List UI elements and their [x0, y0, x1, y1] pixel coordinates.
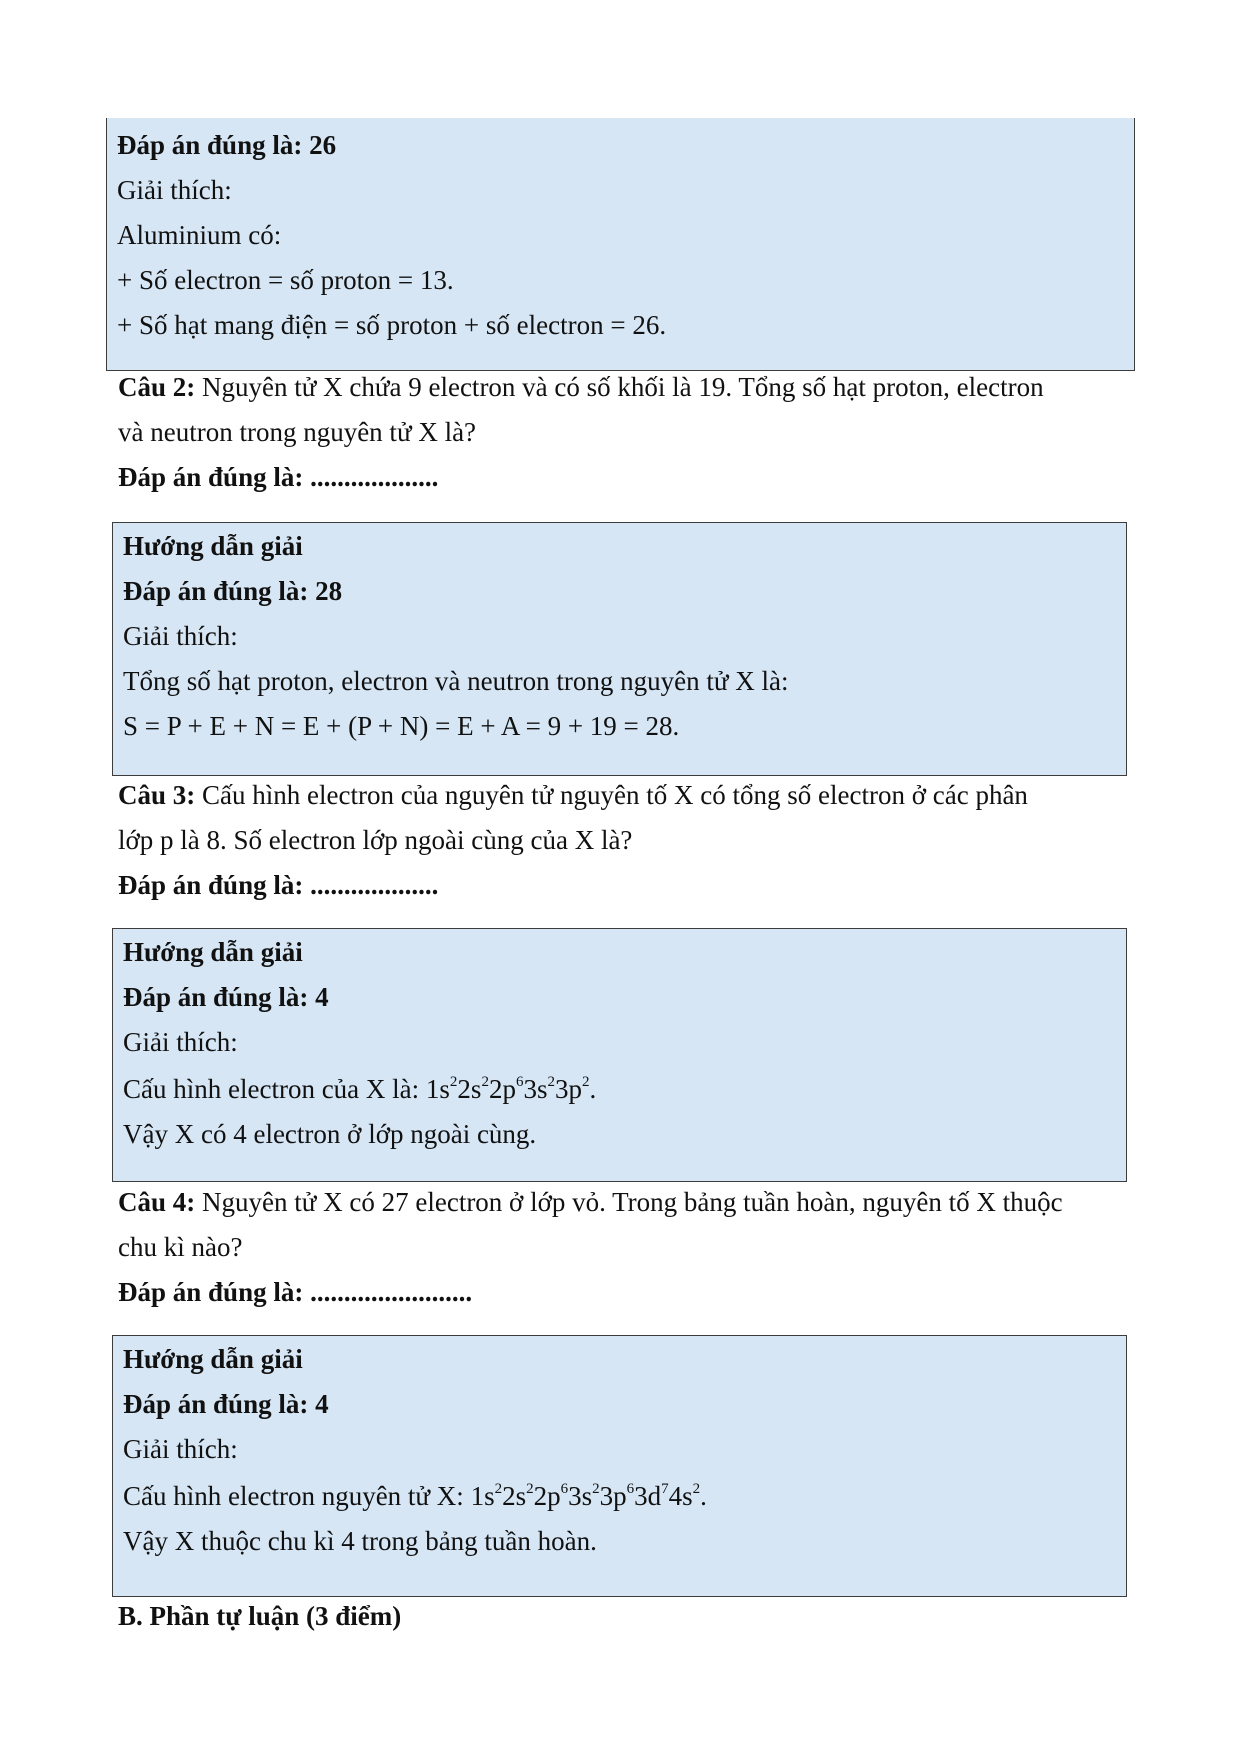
solution-box-q1: [106, 118, 1135, 371]
question-4-cont: chu kì nào?: [118, 1232, 243, 1262]
orbital: 3d: [634, 1481, 662, 1511]
answer-blank: Đáp án đúng là: ...................: [118, 870, 439, 900]
solution-box-q2: [112, 522, 1127, 776]
solution-heading: Hướng dẫn giải: [123, 1344, 303, 1374]
orbital-electron-count: 2: [581, 1074, 590, 1090]
solution-heading: Hướng dẫn giải: [123, 937, 303, 967]
correct-answer: Đáp án đúng là: 4: [123, 1389, 329, 1419]
explain-label: Giải thích:: [123, 1434, 238, 1464]
question-text: Nguyên tử X có 27 electron ở lớp vỏ. Trong bảng tuần hoàn, nguyên tố X thuộc: [195, 1187, 1063, 1217]
orbital-electron-count: 2: [526, 1481, 534, 1497]
question-4: [118, 1177, 1063, 1227]
orbital-electron-count: 2: [692, 1481, 701, 1497]
explain-line: + Số hạt mang điện = số proton + số electron = 26.: [117, 310, 667, 340]
explain-label: Giải thích:: [123, 621, 238, 651]
config-prefix: Cấu hình electron nguyên tử X:: [123, 1481, 471, 1511]
explain-line: Aluminium có:: [117, 220, 282, 250]
question-2-cont: và neutron trong nguyên tử X là?: [118, 417, 477, 447]
solution-box-q3: [112, 928, 1127, 1182]
conclusion: Vậy X thuộc chu kì 4 trong bảng tuần hoàn.: [123, 1526, 597, 1556]
correct-answer: Đáp án đúng là: 4: [123, 982, 329, 1012]
electron-config: [471, 1481, 701, 1511]
orbital: 3p: [599, 1481, 627, 1511]
section-heading-b: B. Phần tự luận (3 điểm): [118, 1601, 402, 1631]
question-3-cont: lớp p là 8. Số electron lớp ngoài cùng của X là?: [118, 825, 633, 855]
orbital-electron-count: 2: [547, 1074, 555, 1090]
question-text: Nguyên tử X chứa 9 electron và có số khối là 19. Tổng số hạt proton, electron: [195, 372, 1044, 402]
orbital: 2p: [533, 1481, 561, 1511]
question-label: Câu 3:: [118, 780, 196, 810]
explain-line: Tổng số hạt proton, electron và neutron trong nguyên tử X là:: [123, 666, 789, 696]
orbital: 2s: [502, 1481, 527, 1511]
orbital-electron-count: 6: [626, 1481, 635, 1497]
question-2: [118, 362, 1044, 412]
config-suffix: .: [589, 1074, 597, 1104]
answer-blank: Đáp án đúng là: ...................: [118, 462, 439, 492]
explain-label: Giải thích:: [117, 175, 232, 205]
correct-answer: Đáp án đúng là: 28: [123, 576, 343, 606]
config-suffix: .: [700, 1481, 707, 1511]
orbital-electron-count: 2: [481, 1074, 489, 1090]
orbital: 2s: [457, 1074, 482, 1104]
orbital: 3p: [554, 1074, 582, 1104]
orbital: 4s: [668, 1481, 693, 1511]
orbital-electron-count: 6: [515, 1074, 524, 1090]
electron-config: [426, 1074, 590, 1104]
explain-label: Giải thích:: [123, 1027, 238, 1057]
answer-blank: Đáp án đúng là: ........................: [118, 1277, 473, 1307]
orbital-electron-count: 2: [494, 1481, 503, 1497]
question-label: Câu 2:: [118, 372, 196, 402]
correct-answer: Đáp án đúng là: 26: [117, 130, 337, 160]
question-label: Câu 4:: [118, 1187, 196, 1217]
explain-line: S = P + E + N = E + (P + N) = E + A = 9 + 19 = 28.: [123, 711, 680, 741]
config-prefix: Cấu hình electron của X là:: [123, 1074, 426, 1104]
orbital: 2p: [488, 1074, 516, 1104]
orbital: 3s: [523, 1074, 548, 1104]
electron-config-line: [123, 1471, 707, 1521]
conclusion: Vậy X có 4 electron ở lớp ngoài cùng.: [123, 1119, 537, 1149]
electron-config-line: [123, 1064, 596, 1114]
orbital-electron-count: 2: [449, 1074, 458, 1090]
question-text: Cấu hình electron của nguyên tử nguyên tố X có tổng số electron ở các phân: [195, 780, 1028, 810]
solution-box-q4: [112, 1335, 1127, 1597]
orbital-electron-count: 7: [661, 1481, 669, 1497]
orbital-electron-count: 6: [560, 1481, 569, 1497]
orbital: 3s: [568, 1481, 593, 1511]
question-3: [118, 770, 1028, 820]
orbital: 1s: [470, 1481, 495, 1511]
orbital-electron-count: 2: [592, 1481, 600, 1497]
explain-line: + Số electron = số proton = 13.: [117, 265, 454, 295]
solution-heading: Hướng dẫn giải: [123, 531, 303, 561]
orbital: 1s: [425, 1074, 450, 1104]
